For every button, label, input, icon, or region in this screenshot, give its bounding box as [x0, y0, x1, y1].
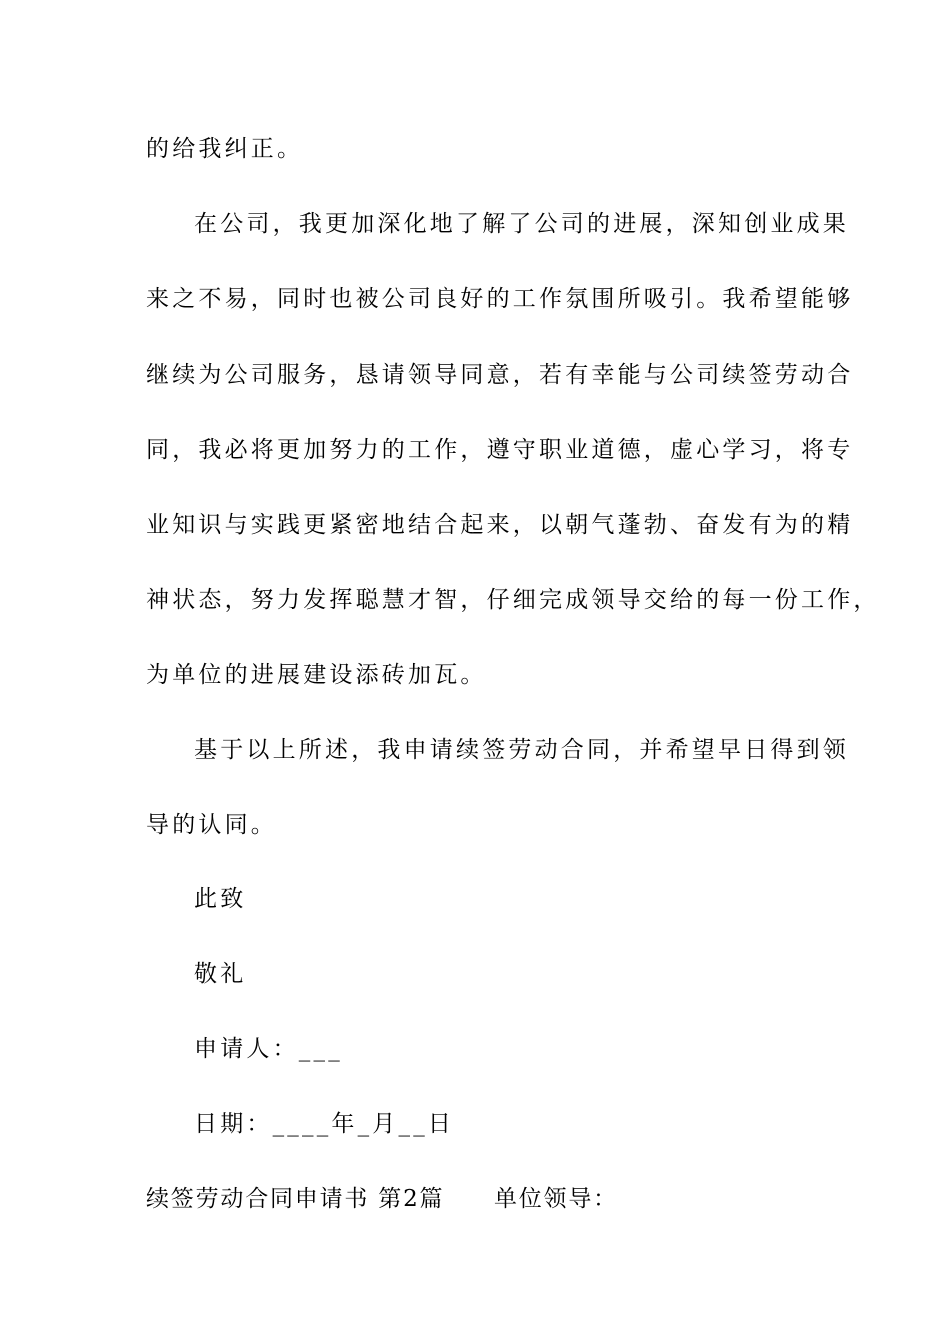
- paragraph-line: 在公司，我更加深化地了解了公司的进展，深知创业成果: [194, 211, 849, 237]
- applicant-line: 申请人：___: [194, 1036, 343, 1062]
- closing-salutation: 此致: [194, 886, 247, 912]
- paragraph-line: 神状态，努力发挥聪慧才智，仔细完成领导交给的每一份工作，: [146, 587, 880, 613]
- date-line: 日期：____年_月__日: [194, 1111, 455, 1137]
- paragraph-line: 同，我必将更加努力的工作，遵守职业道德，虚心学习，将专: [146, 437, 854, 463]
- paragraph-line: 继续为公司服务，恳请领导同意，若有幸能与公司续签劳动合: [146, 362, 854, 388]
- paragraph-line: 的给我纠正。: [146, 136, 304, 162]
- paragraph-line: 基于以上所述，我申请续签劳动合同，并希望早日得到领: [194, 737, 849, 763]
- paragraph-line: 导的认同。: [146, 812, 277, 838]
- paragraph-line: 来之不易，同时也被公司良好的工作氛围所吸引。我希望能够: [146, 286, 854, 312]
- next-section-heading: 续签劳动合同申请书 第2篇 单位领导：: [146, 1186, 618, 1212]
- paragraph-line: 为单位的进展建设添砖加瓦。: [146, 662, 487, 688]
- paragraph-line: 业知识与实践更紧密地结合起来，以朝气蓬勃、奋发有为的精: [146, 512, 854, 538]
- closing-regards: 敬礼: [194, 961, 247, 987]
